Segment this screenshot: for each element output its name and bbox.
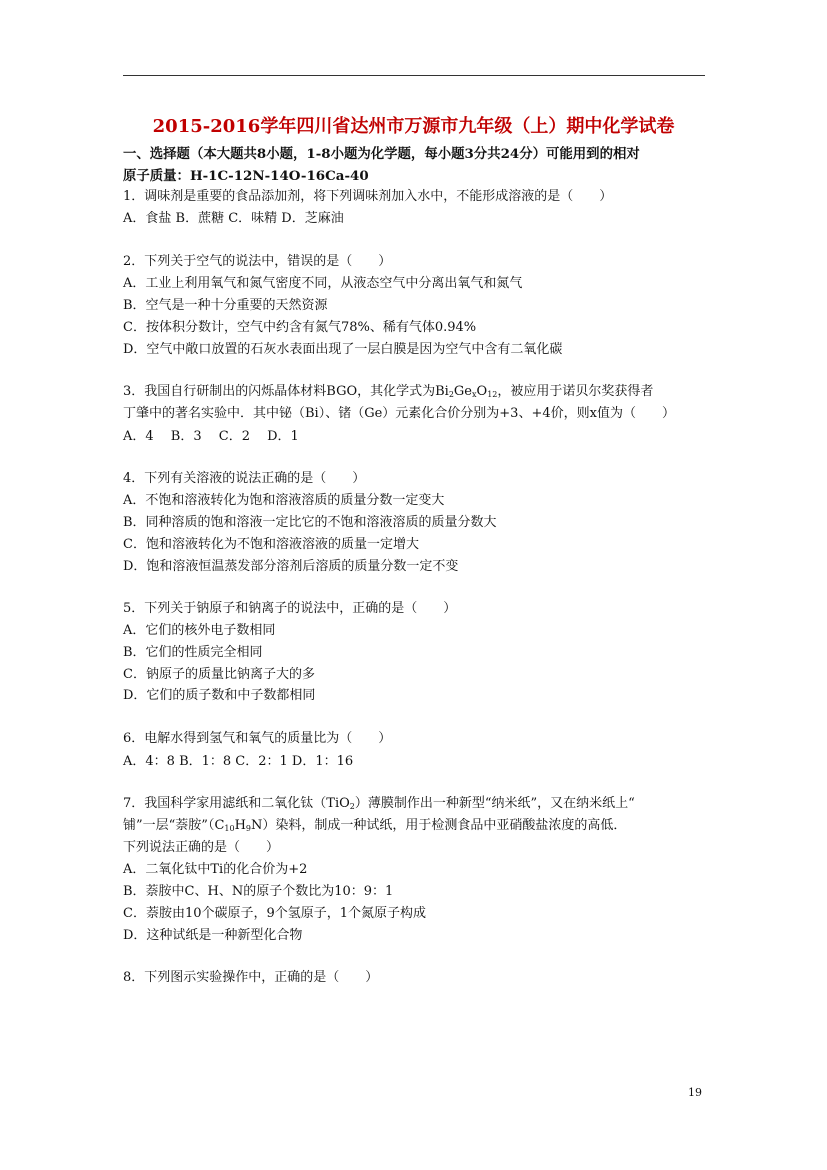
question-5-option-c: C．钠原子的质量比钠离子大的多 (123, 667, 315, 682)
q7-sub-c: 10 (224, 824, 235, 833)
question-2-option-b: B．空气是一种十分重要的天然资源 (123, 298, 328, 313)
header-rule (123, 75, 705, 76)
page-title: 2015-2016学年四川省达州市万源市九年级（上）期中化学试卷 (152, 116, 675, 137)
question-3-options: A．4 B．3 C．2 D．1 (123, 429, 299, 444)
question-3-stem-line2: 丁肇中的著名实验中．其中铋（Bi）、锗（Ge）元素化合价分别为+3、+4价，则x值为（ ） (123, 406, 675, 421)
question-5-option-a: A．它们的核外电子数相同 (123, 623, 276, 638)
q7-text-d: H (234, 818, 246, 833)
question-7-option-b: B．萘胺中C、H、N的原子个数比为10：9：1 (123, 884, 394, 899)
question-5-option-d: D．它们的质子数和中子数都相同 (123, 688, 316, 703)
question-4-option-d: D．饱和溶液恒温蒸发部分溶剂后溶质的质量分数一定不变 (123, 559, 459, 574)
question-5-option-b: B．它们的性质完全相同 (123, 645, 263, 660)
question-4-option-b: B．同种溶质的饱和溶液一定比它的不饱和溶液溶质的质量分数大 (123, 515, 497, 530)
question-7-stem-line3: 下列说法正确的是（ ） (123, 840, 280, 855)
question-2-option-d: D．空气中敞口放置的石灰水表面出现了一层白膜是因为空气中含有二氧化碳 (123, 342, 563, 357)
section-heading: 一、选择题（本大题共8小题，1-8小题为化学题，每小题3分共24分）可能用到的相对 (123, 146, 640, 162)
question-4-option-c: C．饱和溶液转化为不饱和溶液溶液的质量一定增大 (123, 537, 419, 552)
question-7-stem-line2 (123, 818, 626, 834)
q7-sub-ti: 2 (349, 802, 355, 811)
question-3-stem (123, 384, 653, 400)
q7-text-a: 7．我国科学家用滤纸和二氧化钛（TiO (123, 796, 350, 811)
question-7-option-d: D．这种试纸是一种新型化合物 (123, 928, 303, 943)
q3-text-b: Ge (453, 384, 472, 399)
q7-text-e: N）染料，制成一种试纸，用于检测食品中亚硝酸盐浓度的高低． (251, 818, 627, 833)
question-8-stem: 8．下列图示实验操作中，正确的是（ ） (123, 970, 379, 985)
question-7-option-c: C．萘胺由10个碳原子，9个氢原子，1个氮原子构成 (123, 906, 427, 921)
q3-text-d: ，被应用于诺贝尔奖获得者 (497, 384, 654, 399)
question-6-stem: 6．电解水得到氢气和氧气的质量比为（ ） (123, 731, 392, 746)
question-4-stem: 4．下列有关溶液的说法正确的是（ ） (123, 471, 366, 486)
question-7-option-a: A．二氧化钛中Ti的化合价为+2 (123, 862, 308, 877)
question-5-stem: 5．下列关于钠原子和钠离子的说法中，正确的是（ ） (123, 601, 457, 616)
question-4-option-a: A．不饱和溶液转化为饱和溶液溶质的质量分数一定变大 (123, 493, 445, 508)
question-1-options: A．食盐 B．蔗糖 C．味精 D．芝麻油 (123, 211, 344, 226)
q3-text-a: 3．我国自行研制出的闪烁晶体材料BGO，其化学式为Bi (123, 384, 449, 399)
q7-sub-h: 9 (245, 824, 252, 833)
question-1-stem: 1．调味剂是重要的食品添加剂，将下列调味剂加入水中，不能形成溶液的是（ ） (123, 189, 613, 204)
q7-text-c: 铺”一层“萘胺”（C (123, 818, 225, 833)
question-2-option-a: A．工业上利用氧气和氮气密度不同，从液态空气中分离出氧气和氮气 (123, 276, 523, 291)
q3-sub-bi: 2 (448, 390, 454, 399)
q3-sub-o: 12 (487, 390, 498, 399)
question-2-option-c: C．按体积分数计，空气中约含有氮气78%、稀有气体0.94% (123, 320, 477, 335)
question-7-stem (123, 796, 635, 812)
q3-text-c: O (476, 384, 488, 399)
q3-sub-ge: x (472, 390, 477, 399)
q7-text-b: ）薄膜制作出一种新型“纳米纸”，又在纳米纸上“ (354, 796, 635, 811)
atomic-mass-note: 原子质量：H-1C-12N-14O-16Ca-40 (123, 168, 369, 184)
page-number: 19 (688, 1086, 702, 1099)
question-2-stem: 2．下列关于空气的说法中，错误的是（ ） (123, 254, 392, 269)
question-6-options: A．4：8 B．1：8 C．2：1 D．1：16 (123, 754, 354, 769)
